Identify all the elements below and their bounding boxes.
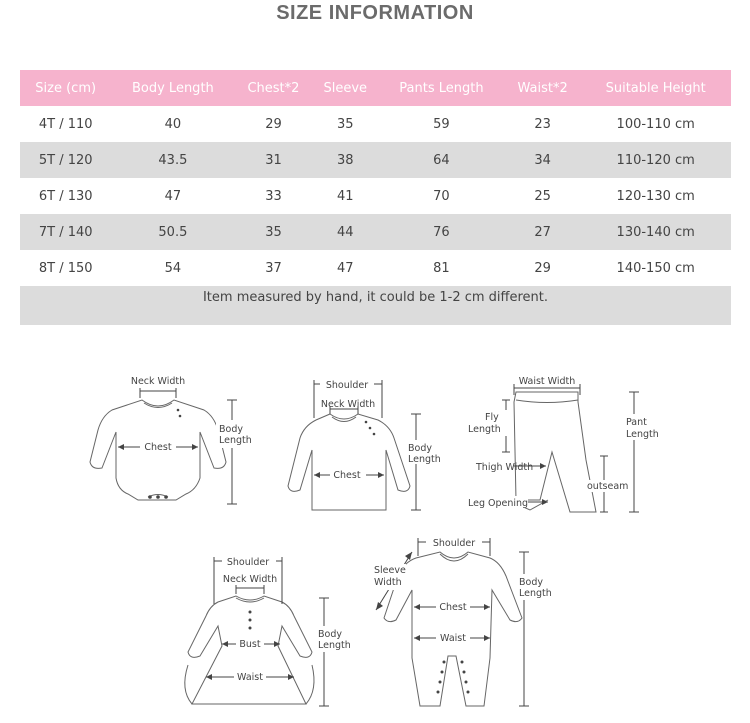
column-header: Sleeve (313, 70, 379, 106)
dress-skirt-edge (185, 665, 192, 704)
table-header-row (20, 70, 731, 106)
column-header: Body Length (111, 70, 234, 106)
table-cell: 54 (164, 260, 182, 276)
table-row (20, 142, 731, 178)
table-cell: 70 (433, 188, 450, 204)
table-cell: 130-140 cm (580, 214, 731, 250)
pant-length-label: Length (626, 429, 659, 440)
table-cell: 110-120 cm (580, 142, 731, 178)
column-header: Suitable Height (580, 70, 731, 106)
waist-label: Waist (440, 633, 466, 644)
sleeve-width-label: Sleeve (374, 565, 406, 576)
table-cell: 33 (265, 188, 282, 204)
outseam-label: outseam (587, 481, 629, 492)
table-cell: 8T / 150 (38, 260, 93, 276)
bodysuit-diagram (90, 376, 252, 504)
column-header: Waist*2 (505, 70, 581, 106)
pant-length-label: Pant (626, 417, 647, 428)
neck-width-label: Neck Width (222, 574, 278, 585)
table-cell: 4T / 110 (38, 116, 93, 132)
column-header: Size (cm) (20, 70, 111, 106)
waist-width-label: Waist Width (518, 376, 576, 387)
table-cell: 23 (534, 116, 551, 132)
table-cell: 34 (505, 142, 581, 178)
table-cell: 37 (265, 260, 282, 276)
column-header: Pants Length (378, 70, 505, 106)
body-length-label: Length (219, 435, 252, 446)
table-cell: 50.5 (111, 214, 234, 250)
table-cell: 81 (433, 260, 450, 276)
top-outline (288, 414, 410, 510)
bodysuit-snap (177, 409, 180, 412)
table-cell: 25 (534, 188, 551, 204)
table-cell: 35 (337, 116, 354, 132)
size-table (20, 70, 731, 325)
shoulder-label: Shoulder (325, 380, 369, 391)
table-cell: 29 (265, 116, 282, 132)
body-length-label: Length (408, 454, 441, 465)
table-cell: 76 (378, 214, 505, 250)
table-cell: 120-130 cm (616, 188, 695, 204)
waist-label: Waist (237, 672, 263, 683)
table-cell: 59 (433, 116, 450, 132)
shoulder-label: Shoulder (226, 557, 270, 568)
dress-skirt-edge (306, 665, 314, 704)
column-header: Chest*2 (234, 70, 312, 106)
table-row (20, 214, 731, 250)
measurement-diagrams (0, 360, 750, 723)
neck-width-label: Neck Width (130, 376, 186, 387)
table-cell: 100-110 cm (616, 116, 695, 132)
thigh-width-label: Thigh Width (476, 462, 534, 473)
chest-label: Chest (439, 602, 467, 613)
bodysuit-snap (179, 415, 182, 418)
bodysuit-snap (148, 495, 152, 499)
page-title: SIZE INFORMATION (276, 2, 474, 24)
chest-label: Chest (333, 470, 361, 481)
table-cell: 64 (378, 142, 505, 178)
table-row (20, 178, 731, 214)
table-cell: 31 (234, 142, 312, 178)
bust-label: Bust (239, 639, 261, 650)
shoulder-label: Shoulder (432, 538, 476, 549)
body-length-label: Length (318, 640, 351, 651)
table-row (20, 106, 731, 142)
top-diagram (288, 377, 442, 510)
romper-diagram (372, 535, 556, 706)
table-cell: 47 (337, 260, 354, 276)
pants-waistband (516, 400, 578, 403)
table-cell: 41 (337, 188, 354, 204)
body-length-label: Body (219, 424, 243, 435)
table-cell: 43.5 (111, 142, 234, 178)
neck-width-label: Neck Width (320, 399, 376, 410)
pants-outline (514, 392, 596, 512)
body-length-label: Body (519, 577, 543, 588)
leg-opening-label: Leg Opening (468, 498, 529, 509)
table-cell: 7T / 140 (20, 214, 111, 250)
table-row (20, 250, 731, 286)
measurement-note: Item measured by hand, it could be 1-2 cm different. (20, 286, 731, 325)
chest-label: Chest (144, 442, 172, 453)
body-length-label: Length (519, 588, 552, 599)
table-cell: 38 (313, 142, 379, 178)
table-cell: 40 (164, 116, 182, 132)
table-cell: 140-150 cm (616, 260, 695, 276)
fly-length-label: Fly (485, 412, 499, 423)
fly-length-label: Length (468, 424, 501, 435)
sleeve-width-label: Width (374, 577, 402, 588)
table-cell: 27 (505, 214, 581, 250)
bodysuit-snap (156, 495, 160, 499)
table-cell: 47 (164, 188, 182, 204)
table-cell: 29 (534, 260, 551, 276)
body-length-label: Body (408, 443, 432, 454)
bodysuit-snap (164, 495, 168, 499)
table-cell: 35 (234, 214, 312, 250)
pants-diagram (468, 375, 664, 512)
note-row (20, 286, 731, 325)
table-cell: 6T / 130 (38, 188, 93, 204)
dress-diagram (185, 554, 352, 706)
table-cell: 5T / 120 (20, 142, 111, 178)
table-cell: 44 (313, 214, 379, 250)
body-length-label: Body (318, 629, 342, 640)
